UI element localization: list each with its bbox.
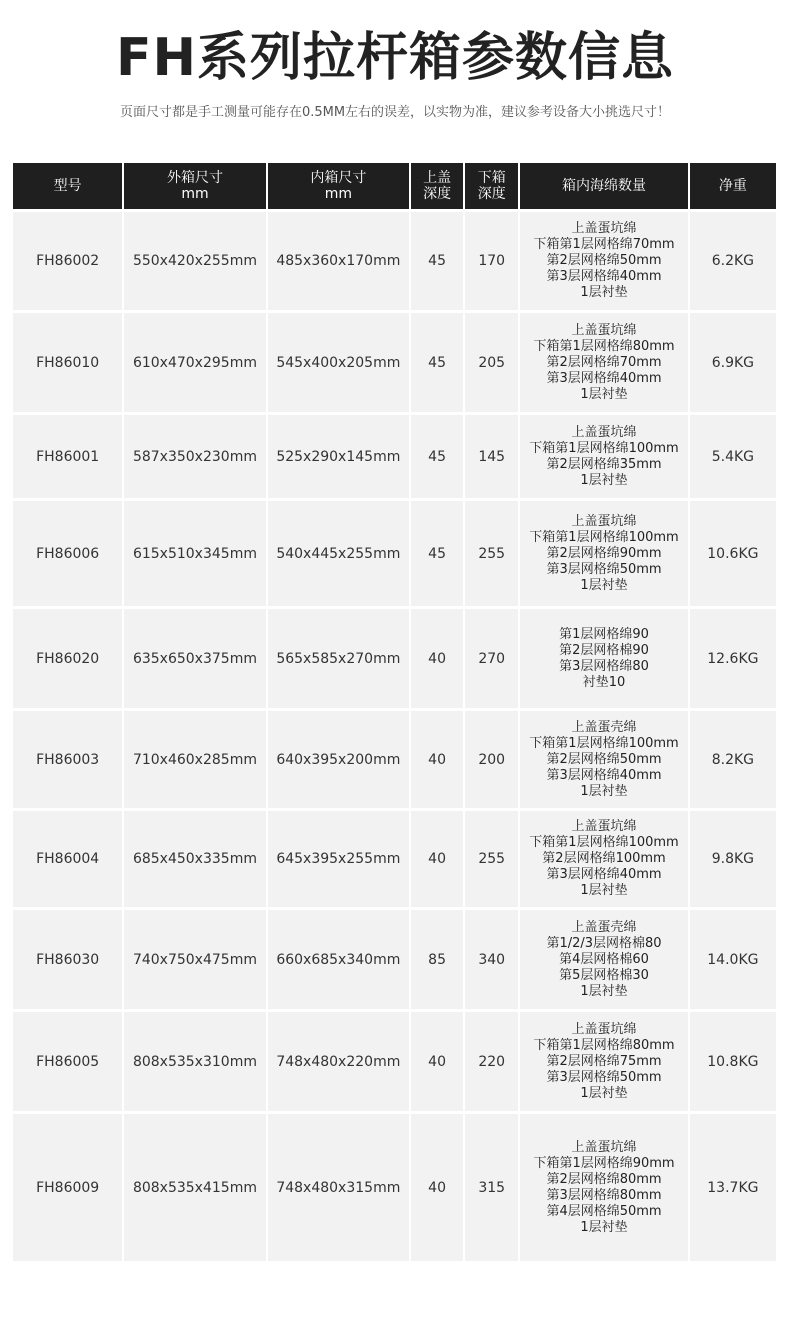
cell-model: FH86003 — [13, 708, 122, 808]
cell-outer-size: 808x535x310mm — [124, 1009, 265, 1111]
foam-line: 第2层网格绵50mm — [546, 253, 662, 268]
foam-line: 衬垫10 — [582, 674, 626, 690]
cell-inner-size: 565x585x270mm — [268, 606, 409, 708]
cell-lid-depth: 45 — [411, 209, 463, 310]
header-base-depth — [465, 163, 518, 209]
table-row — [13, 808, 776, 907]
foam-line: 1层衬垫 — [580, 1085, 628, 1101]
cell-foam — [520, 1111, 687, 1261]
cell-foam — [520, 412, 687, 498]
cell-lid-depth: 45 — [411, 310, 463, 412]
cell-weight: 8.2KG — [690, 708, 776, 808]
cell-outer-size: 587x350x230mm — [124, 412, 265, 498]
cell-base-depth: 255 — [465, 808, 518, 907]
cell-lid-depth: 85 — [411, 907, 463, 1009]
cell-weight: 9.8KG — [690, 808, 776, 907]
cell-inner-size: 485x360x170mm — [268, 209, 409, 310]
foam-line: 第3层网格绵40mm — [546, 867, 662, 882]
foam-line: 第2层网格绵90mm — [546, 545, 662, 561]
cell-weight: 6.9KG — [690, 310, 776, 412]
spec-table — [11, 163, 778, 1261]
table-row — [13, 1009, 776, 1111]
cell-foam — [520, 498, 687, 606]
cell-lid-depth: 40 — [411, 708, 463, 808]
cell-base-depth: 315 — [465, 1111, 518, 1261]
cell-inner-size: 748x480x220mm — [268, 1009, 409, 1111]
cell-outer-size: 808x535x415mm — [124, 1111, 265, 1261]
cell-inner-size: 545x400x205mm — [268, 310, 409, 412]
table-header-row — [13, 163, 776, 209]
cell-outer-size: 710x460x285mm — [124, 708, 265, 808]
foam-line: 1层衬垫 — [580, 983, 628, 999]
table-row — [13, 310, 776, 412]
foam-line: 第3层网格绵40mm — [546, 269, 662, 284]
header-lid-depth-line2: 深度 — [423, 186, 452, 202]
table-row — [13, 412, 776, 498]
foam-line: 第3层网格绵50mm — [546, 561, 662, 577]
foam-line: 第2层网格绵80mm — [546, 1171, 662, 1187]
cell-lid-depth: 40 — [411, 1009, 463, 1111]
cell-outer-size: 615x510x345mm — [124, 498, 265, 606]
foam-line: 第2层网格绵50mm — [546, 751, 662, 767]
cell-lid-depth: 40 — [411, 808, 463, 907]
foam-line: 下箱第1层网格绵100mm — [529, 440, 679, 456]
cell-lid-depth: 40 — [411, 1111, 463, 1261]
foam-line: 上盖蛋坑绵 — [571, 1021, 637, 1037]
foam-line: 第2层网格绵75mm — [546, 1053, 662, 1069]
table-row — [13, 1111, 776, 1261]
table-body — [13, 209, 776, 1261]
foam-line: 下箱第1层网格绵80mm — [533, 1037, 675, 1053]
foam-line: 上盖蛋坑绵 — [571, 819, 637, 834]
cell-inner-size: 525x290x145mm — [268, 412, 409, 498]
cell-base-depth: 170 — [465, 209, 518, 310]
table-row — [13, 498, 776, 606]
foam-line: 下箱第1层网格绵100mm — [529, 835, 679, 850]
foam-line: 第3层网格绵80 — [559, 658, 649, 674]
header-inner-size-label: 内箱尺寸 — [310, 170, 367, 186]
header-base-depth-line1: 下箱 — [477, 170, 506, 186]
foam-line: 下箱第1层网格绵70mm — [533, 237, 675, 252]
cell-inner-size: 660x685x340mm — [268, 907, 409, 1009]
foam-line: 上盖蛋壳绵 — [571, 719, 637, 735]
foam-line: 下箱第1层网格绵100mm — [529, 735, 679, 751]
foam-line: 1层衬垫 — [580, 1219, 628, 1235]
header-inner-size — [268, 163, 409, 209]
cell-base-depth: 145 — [465, 412, 518, 498]
foam-line: 上盖蛋壳绵 — [571, 919, 637, 935]
cell-model: FH86001 — [13, 412, 122, 498]
table-row — [13, 708, 776, 808]
cell-base-depth: 270 — [465, 606, 518, 708]
foam-line: 1层衬垫 — [580, 285, 628, 300]
cell-foam — [520, 907, 687, 1009]
header-inner-size-unit: mm — [324, 186, 352, 202]
foam-line: 第1/2/3层网格棉80 — [546, 935, 662, 951]
foam-line: 第1层网格绵90 — [559, 626, 649, 642]
cell-foam — [520, 209, 687, 310]
cell-model: FH86005 — [13, 1009, 122, 1111]
cell-model: FH86010 — [13, 310, 122, 412]
foam-line: 第3层网格绵40mm — [546, 370, 662, 386]
cell-lid-depth: 40 — [411, 606, 463, 708]
cell-model: FH86002 — [13, 209, 122, 310]
cell-base-depth: 200 — [465, 708, 518, 808]
cell-weight: 12.6KG — [690, 606, 776, 708]
foam-line: 第2层网格棉90 — [559, 642, 649, 658]
cell-model: FH86030 — [13, 907, 122, 1009]
foam-line: 上盖蛋坑绵 — [571, 424, 637, 440]
header-foam — [520, 163, 687, 209]
cell-outer-size: 635x650x375mm — [124, 606, 265, 708]
cell-lid-depth: 45 — [411, 498, 463, 606]
page-subtitle: 页面尺寸都是手工测量可能存在0.5MM左右的误差，以实物为准，建议参考设备大小挑选尺寸！ — [119, 105, 671, 120]
cell-weight: 6.2KG — [690, 209, 776, 310]
cell-inner-size: 640x395x200mm — [268, 708, 409, 808]
page-title: FH系列拉杆箱参数信息 — [115, 28, 675, 88]
foam-line: 上盖蛋坑绵 — [571, 322, 637, 338]
cell-base-depth: 340 — [465, 907, 518, 1009]
header-lid-depth — [411, 163, 463, 209]
cell-model: FH86004 — [13, 808, 122, 907]
header-outer-size — [124, 163, 265, 209]
foam-line: 第2层网格绵35mm — [546, 456, 662, 472]
foam-line: 1层衬垫 — [580, 472, 628, 488]
cell-outer-size: 740x750x475mm — [124, 907, 265, 1009]
foam-line: 第2层网格绵70mm — [546, 354, 662, 370]
header-weight-label: 净重 — [718, 178, 747, 194]
table-row — [13, 907, 776, 1009]
cell-base-depth: 205 — [465, 310, 518, 412]
foam-line: 1层衬垫 — [580, 783, 628, 799]
foam-line: 1层衬垫 — [580, 577, 628, 593]
cell-weight: 5.4KG — [690, 412, 776, 498]
cell-foam — [520, 808, 687, 907]
header-base-depth-line2: 深度 — [477, 186, 506, 202]
cell-inner-size: 748x480x315mm — [268, 1111, 409, 1261]
foam-line: 第3层网格绵80mm — [546, 1187, 662, 1203]
header-outer-size-unit: mm — [181, 186, 209, 202]
cell-weight: 10.6KG — [690, 498, 776, 606]
foam-line: 上盖蛋坑绵 — [571, 221, 637, 236]
foam-line: 下箱第1层网格绵90mm — [533, 1155, 675, 1171]
header-model-label: 型号 — [53, 178, 82, 194]
cell-lid-depth: 45 — [411, 412, 463, 498]
cell-outer-size: 550x420x255mm — [124, 209, 265, 310]
cell-weight: 10.8KG — [690, 1009, 776, 1111]
foam-line: 下箱第1层网格绵100mm — [529, 529, 679, 545]
header-model — [13, 163, 122, 209]
foam-line: 上盖蛋坑绵 — [571, 1139, 637, 1155]
foam-line: 下箱第1层网格绵80mm — [533, 338, 675, 354]
cell-model: FH86020 — [13, 606, 122, 708]
foam-line: 1层衬垫 — [580, 883, 628, 898]
header-weight — [690, 163, 776, 209]
cell-foam — [520, 708, 687, 808]
cell-base-depth: 220 — [465, 1009, 518, 1111]
table-row — [13, 606, 776, 708]
cell-foam — [520, 310, 687, 412]
cell-foam — [520, 1009, 687, 1111]
cell-weight: 13.7KG — [690, 1111, 776, 1261]
cell-weight: 14.0KG — [690, 907, 776, 1009]
foam-line: 1层衬垫 — [580, 386, 628, 402]
cell-outer-size: 610x470x295mm — [124, 310, 265, 412]
header-outer-size-label: 外箱尺寸 — [166, 170, 223, 186]
foam-line: 第3层网格绵40mm — [546, 767, 662, 783]
cell-model: FH86009 — [13, 1111, 122, 1261]
foam-line: 第2层网格绵100mm — [542, 851, 666, 866]
cell-inner-size: 540x445x255mm — [268, 498, 409, 606]
foam-line: 第3层网格绵50mm — [546, 1069, 662, 1085]
foam-line: 第4层网格绵50mm — [546, 1203, 662, 1219]
foam-line: 第5层网格棉30 — [559, 967, 649, 983]
header-foam-label: 箱内海绵数量 — [562, 178, 647, 194]
table-row — [13, 209, 776, 310]
cell-foam — [520, 606, 687, 708]
cell-outer-size: 685x450x335mm — [124, 808, 265, 907]
foam-line: 第4层网格棉60 — [559, 951, 649, 967]
foam-line: 上盖蛋坑绵 — [571, 513, 637, 529]
cell-base-depth: 255 — [465, 498, 518, 606]
cell-inner-size: 645x395x255mm — [268, 808, 409, 907]
header-lid-depth-line1: 上盖 — [423, 170, 452, 186]
cell-model: FH86006 — [13, 498, 122, 606]
